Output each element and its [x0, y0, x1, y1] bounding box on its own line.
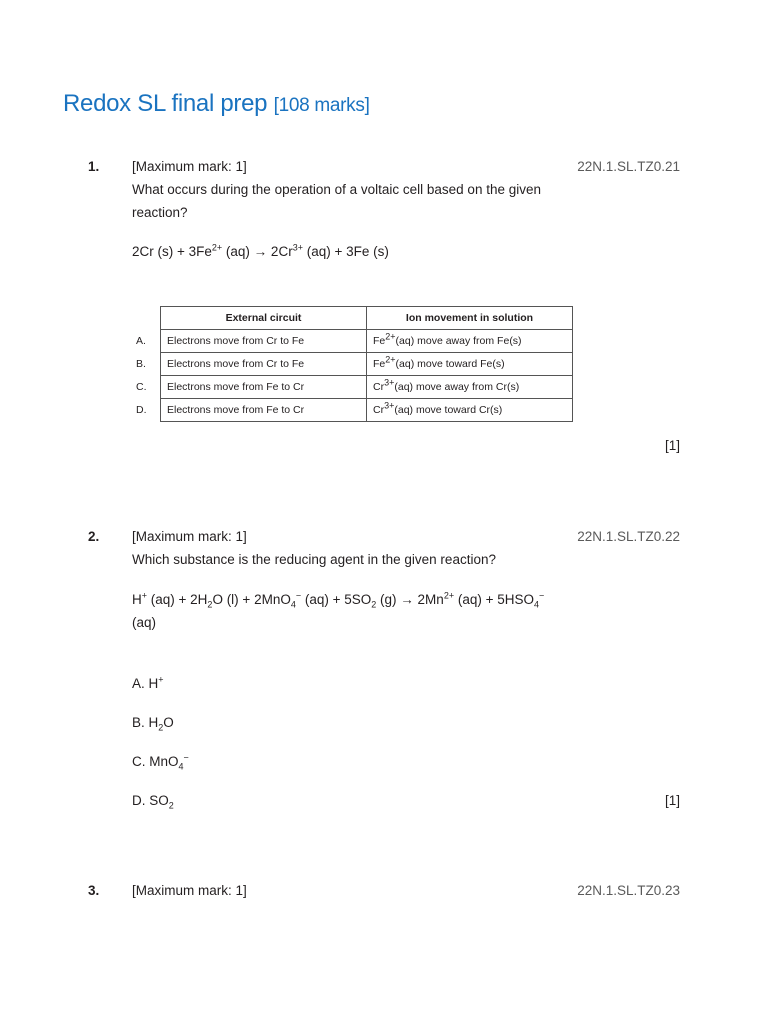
- title-text: Redox SL final prep: [63, 90, 268, 117]
- table-row: [131, 330, 573, 353]
- external-circuit-cell: Electrons move from Fe to Cr: [161, 399, 367, 422]
- question-1-marks: [1]: [664, 438, 680, 453]
- table-row: [131, 399, 573, 422]
- option-letter: C.: [136, 381, 147, 393]
- external-circuit-cell: Electrons move from Fe to Cr: [161, 376, 367, 399]
- question-3-code: 22N.1.SL.TZ0.23: [577, 883, 680, 898]
- question-1-equation: 2Cr $(s) + 3Fe^{2+}$ $(aq) \to 2Cr^{3+}$ (aq) + 3Fe (s): [132, 242, 389, 259]
- question-2-option-c: C. MnO$_4$−: [132, 752, 189, 772]
- table-header-ion-movement: Ion movement in solution: [367, 307, 573, 330]
- ion-movement-cell: $Fe^{2+}(aq)$ move toward Fe(s): [367, 353, 573, 376]
- ion-movement-cell: $Cr^{3+}(aq)$ move toward Cr(s): [367, 399, 573, 422]
- question-2-option-d: D. $SO_2$: [132, 793, 174, 811]
- ion-movement-cell: $Fe^{2+}(aq)$ move away from Fe(s): [367, 330, 573, 353]
- ion-movement-cell: $Cr^{3+}(aq)$ move away from Cr(s): [367, 376, 573, 399]
- option-letter: B.: [136, 358, 146, 370]
- question-2-number: 2.: [88, 529, 100, 544]
- question-1-table: [131, 306, 573, 422]
- question-1-max-mark: [Maximum mark: 1]: [132, 159, 247, 174]
- question-2-option-b: B. $H_2O$: [132, 715, 174, 733]
- table-row: [131, 353, 573, 376]
- table-header-row: [131, 307, 573, 330]
- page-title: [63, 90, 370, 118]
- question-1-code: 22N.1.SL.TZ0.21: [577, 159, 680, 174]
- table-row: [131, 376, 573, 399]
- title-marks: [108 marks]: [273, 95, 370, 116]
- question-1-text: What occurs during the operation of a voltaic cell based on the given reaction?: [132, 182, 541, 220]
- question-2-max-mark: [Maximum mark: 1]: [132, 529, 247, 544]
- question-2-code: 22N.1.SL.TZ0.22: [577, 529, 680, 544]
- option-letter: A.: [136, 335, 146, 347]
- external-circuit-cell: Electrons move from Cr to Fe: [161, 330, 367, 353]
- question-2-text: Which substance is the reducing agent in the given reaction?: [132, 552, 496, 567]
- question-3-max-mark: [Maximum mark: 1]: [132, 883, 247, 898]
- option-letter: D.: [136, 404, 147, 416]
- question-2-marks: [1]: [664, 793, 680, 808]
- question-2-equation: H+ $(aq) + 2H_2O$ (l) + 2MnO$_4$− $(aq) + 5SO_2$ $(g) \to 2Mn^{2+}$ $(aq) + 5HSO_4^-$ (aq): [132, 590, 545, 630]
- question-3-number: 3.: [88, 883, 100, 898]
- question-2-option-a: A. H+: [132, 674, 164, 691]
- external-circuit-cell: Electrons move from Cr to Fe: [161, 353, 367, 376]
- question-1-number: 1.: [88, 159, 100, 174]
- table-header-external-circuit: External circuit: [161, 307, 367, 330]
